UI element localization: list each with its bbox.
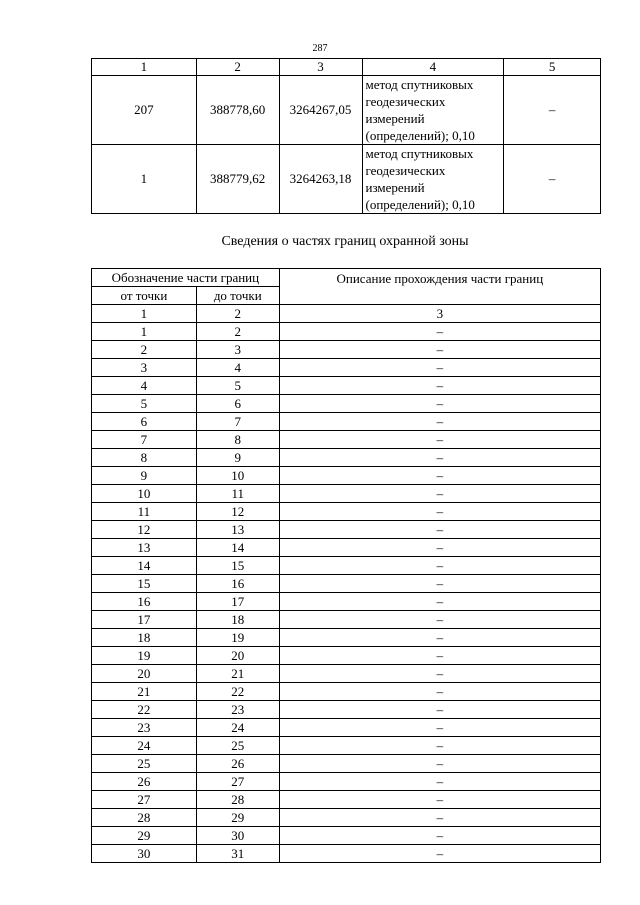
table-row — [92, 809, 601, 827]
header-to-point: до точки — [196, 287, 279, 305]
to-point: 6 — [196, 395, 279, 413]
to-point: 23 — [196, 701, 279, 719]
table-row — [92, 413, 601, 431]
from-point: 9 — [92, 467, 197, 485]
from-point: 1 — [92, 323, 197, 341]
from-point: 14 — [92, 557, 197, 575]
part-description: – — [279, 845, 600, 863]
table-row — [92, 359, 601, 377]
part-description: – — [279, 827, 600, 845]
part-description: – — [279, 773, 600, 791]
header-row — [92, 269, 601, 287]
column-number: 2 — [196, 59, 279, 76]
coordinate-y: 3264267,05 — [279, 76, 362, 145]
part-description: – — [279, 665, 600, 683]
part-description: – — [279, 809, 600, 827]
from-point: 22 — [92, 701, 197, 719]
point-number: 1 — [92, 145, 197, 214]
to-point: 24 — [196, 719, 279, 737]
from-point: 13 — [92, 539, 197, 557]
method-line: (определений); 0,10 — [365, 197, 475, 212]
from-point: 18 — [92, 629, 197, 647]
part-description: – — [279, 575, 600, 593]
remark: – — [504, 145, 601, 214]
from-point: 21 — [92, 683, 197, 701]
to-point: 11 — [196, 485, 279, 503]
from-point: 24 — [92, 737, 197, 755]
boundary-parts-table — [91, 268, 601, 863]
to-point: 29 — [196, 809, 279, 827]
table-row — [92, 76, 601, 145]
page-number: 287 — [312, 43, 328, 54]
table-row — [92, 629, 601, 647]
to-point: 7 — [196, 413, 279, 431]
from-point: 8 — [92, 449, 197, 467]
part-description: – — [279, 737, 600, 755]
part-description: – — [279, 701, 600, 719]
section-title: Сведения о частях границ охранной зоны — [221, 234, 469, 249]
to-point: 19 — [196, 629, 279, 647]
from-point: 11 — [92, 503, 197, 521]
column-number: 2 — [196, 305, 279, 323]
column-numbers-row — [92, 305, 601, 323]
point-number: 207 — [92, 76, 197, 145]
part-description: – — [279, 539, 600, 557]
table-row — [92, 341, 601, 359]
to-point: 12 — [196, 503, 279, 521]
column-number: 5 — [504, 59, 601, 76]
column-number: 1 — [92, 59, 197, 76]
from-point: 12 — [92, 521, 197, 539]
table-row — [92, 845, 601, 863]
to-point: 14 — [196, 539, 279, 557]
to-point: 26 — [196, 755, 279, 773]
column-number: 3 — [279, 305, 600, 323]
from-point: 19 — [92, 647, 197, 665]
to-point: 20 — [196, 647, 279, 665]
to-point: 21 — [196, 665, 279, 683]
header-description: Описание прохождения части границ — [279, 269, 600, 305]
from-point: 29 — [92, 827, 197, 845]
table-row — [92, 701, 601, 719]
to-point: 27 — [196, 773, 279, 791]
method-line: метод спутниковых — [365, 146, 474, 161]
table-row — [92, 719, 601, 737]
part-description: – — [279, 683, 600, 701]
table-row — [92, 773, 601, 791]
from-point: 10 — [92, 485, 197, 503]
table-row — [92, 683, 601, 701]
part-description: – — [279, 503, 600, 521]
table-row — [92, 593, 601, 611]
header-from-point: от точки — [92, 287, 197, 305]
table-row — [92, 485, 601, 503]
to-point: 13 — [196, 521, 279, 539]
table-row — [92, 611, 601, 629]
from-point: 7 — [92, 431, 197, 449]
part-description: – — [279, 359, 600, 377]
method-line: геодезических — [365, 163, 446, 178]
to-point: 8 — [196, 431, 279, 449]
part-description: – — [279, 431, 600, 449]
table-row — [92, 431, 601, 449]
part-description: – — [279, 377, 600, 395]
to-point: 15 — [196, 557, 279, 575]
from-point: 20 — [92, 665, 197, 683]
part-description: – — [279, 467, 600, 485]
table-row — [92, 737, 601, 755]
part-description: – — [279, 611, 600, 629]
table-row — [92, 145, 601, 214]
part-description: – — [279, 395, 600, 413]
from-point: 4 — [92, 377, 197, 395]
part-description: – — [279, 521, 600, 539]
from-point: 17 — [92, 611, 197, 629]
to-point: 5 — [196, 377, 279, 395]
column-number: 3 — [279, 59, 362, 76]
table-row — [92, 665, 601, 683]
from-point: 26 — [92, 773, 197, 791]
to-point: 22 — [196, 683, 279, 701]
to-point: 2 — [196, 323, 279, 341]
coordinates-table — [91, 58, 601, 214]
to-point: 18 — [196, 611, 279, 629]
table-row — [92, 395, 601, 413]
from-point: 16 — [92, 593, 197, 611]
table-row — [92, 377, 601, 395]
table-row — [92, 521, 601, 539]
part-description: – — [279, 341, 600, 359]
remark: – — [504, 76, 601, 145]
to-point: 25 — [196, 737, 279, 755]
table-row — [92, 647, 601, 665]
from-point: 25 — [92, 755, 197, 773]
part-description: – — [279, 413, 600, 431]
table-row — [92, 323, 601, 341]
coordinate-x: 388778,60 — [196, 76, 279, 145]
to-point: 3 — [196, 341, 279, 359]
to-point: 31 — [196, 845, 279, 863]
method-description — [362, 145, 504, 214]
header-group: Обозначение части границ — [92, 269, 280, 287]
part-description: – — [279, 791, 600, 809]
column-numbers-row — [92, 59, 601, 76]
column-number: 1 — [92, 305, 197, 323]
coordinate-y: 3264263,18 — [279, 145, 362, 214]
part-description: – — [279, 593, 600, 611]
part-description: – — [279, 323, 600, 341]
from-point: 27 — [92, 791, 197, 809]
table-row — [92, 467, 601, 485]
from-point: 30 — [92, 845, 197, 863]
column-number: 4 — [362, 59, 504, 76]
from-point: 15 — [92, 575, 197, 593]
to-point: 16 — [196, 575, 279, 593]
to-point: 9 — [196, 449, 279, 467]
from-point: 23 — [92, 719, 197, 737]
table-row — [92, 503, 601, 521]
table-row — [92, 557, 601, 575]
from-point: 3 — [92, 359, 197, 377]
method-line: измерений — [365, 111, 425, 126]
coordinate-x: 388779,62 — [196, 145, 279, 214]
method-description — [362, 76, 504, 145]
table-row — [92, 449, 601, 467]
table-row — [92, 827, 601, 845]
to-point: 10 — [196, 467, 279, 485]
part-description: – — [279, 719, 600, 737]
from-point: 6 — [92, 413, 197, 431]
part-description: – — [279, 449, 600, 467]
part-description: – — [279, 557, 600, 575]
to-point: 28 — [196, 791, 279, 809]
table-row — [92, 755, 601, 773]
to-point: 17 — [196, 593, 279, 611]
method-line: (определений); 0,10 — [365, 128, 475, 143]
table-row — [92, 575, 601, 593]
to-point: 30 — [196, 827, 279, 845]
part-description: – — [279, 629, 600, 647]
method-line: измерений — [365, 180, 425, 195]
from-point: 2 — [92, 341, 197, 359]
part-description: – — [279, 755, 600, 773]
from-point: 5 — [92, 395, 197, 413]
from-point: 28 — [92, 809, 197, 827]
method-line: метод спутниковых — [365, 77, 474, 92]
part-description: – — [279, 485, 600, 503]
method-line: геодезических — [365, 94, 446, 109]
to-point: 4 — [196, 359, 279, 377]
part-description: – — [279, 647, 600, 665]
table-row — [92, 791, 601, 809]
table-row — [92, 539, 601, 557]
